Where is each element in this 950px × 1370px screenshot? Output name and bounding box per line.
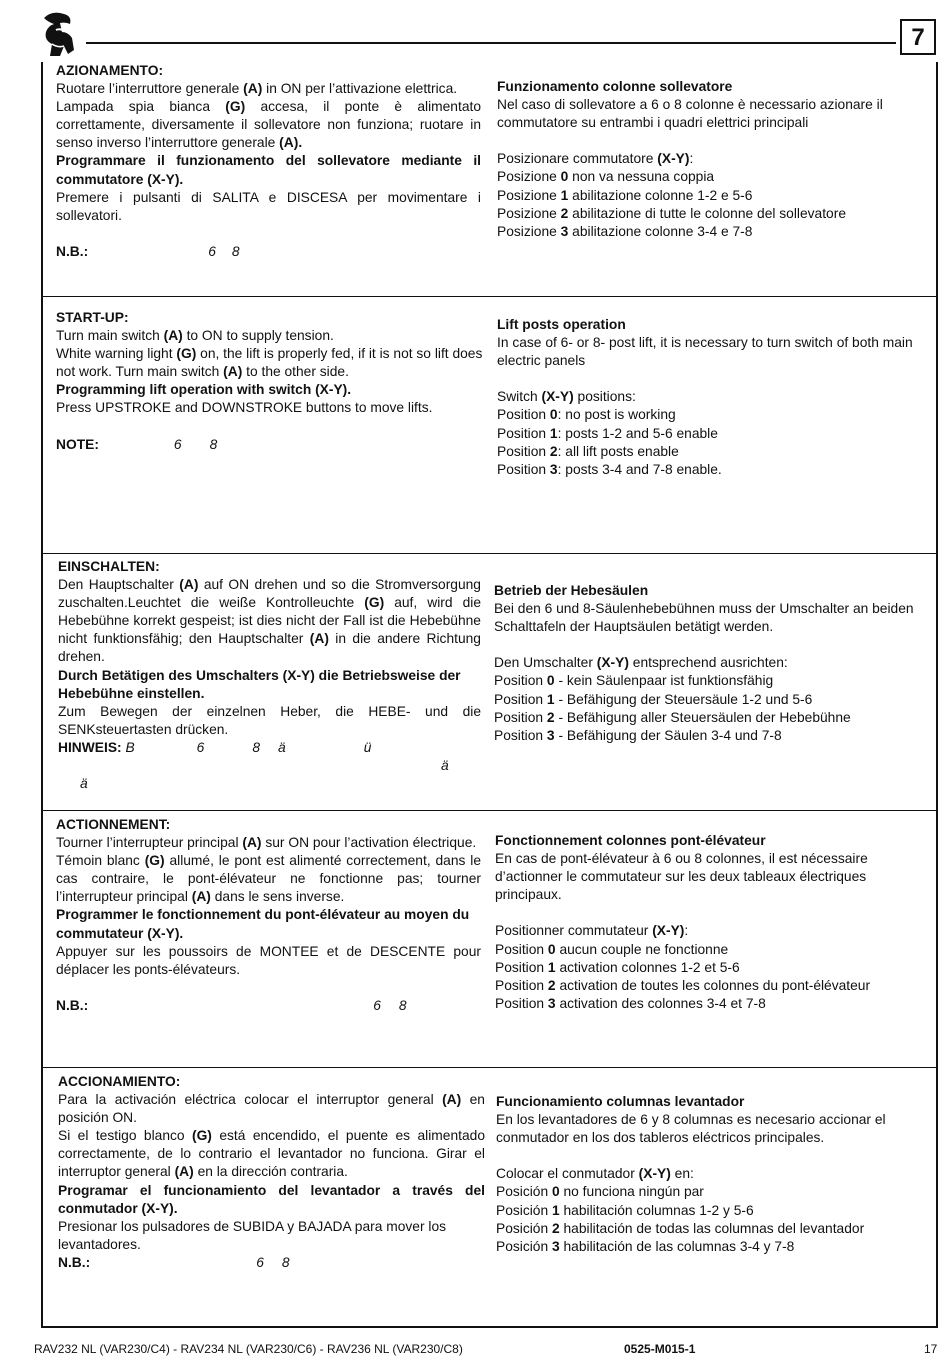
section-divider [41,553,938,554]
fr-position-item: Position 0 aucun couple ne fonctionne [495,941,729,957]
fr-startup-title: ACTIONNEMENT: [56,817,171,832]
de-startup-text [58,558,481,793]
en-paragraph: White warning light (G) on, the lift is properly fed, if it is not so lift does not work. Turn main switch (A) to the other side. [56,346,483,380]
es-note: N.B.: 6 8 [58,1254,290,1270]
es-paragraph: Presionar los pulsadores de SUBIDA y BAJADA para mover los levantadores. [58,1218,447,1252]
de-paragraph: Den Hauptschalter (A) auf ON drehen und so die Stromversorgung zuschalten.Leuchtet die weiße Kontrolleuchte (G) auf, wird die Hebebühne korrekt gespeist; ist dies nicht der Fall ist die Hebebühne nicht funktionsfähig; den Hauptschalter (A) in die andere Richtung drehen. [58,577,481,665]
en-posts-text [497,316,929,479]
es-position-item: Posición 1 habilitación columnas 1-2 y 5-6 [496,1202,754,1218]
es-posts-text [496,1093,929,1256]
fr-switch-line: Positionner commutateur (X-Y): [495,923,689,939]
fr-position-item: Position 2 activation de toutes les colonnes du pont-élévateur [495,977,871,993]
it-position-item: Posizione 3 abilitazione colonne 3-4 e 7-8 [497,223,753,239]
it-position-item: Posizione 0 non va nessuna coppia [497,169,715,185]
de-position-item: Position 0 - kein Säulenpaar ist funktionsfähig [494,673,774,689]
en-switch-line: Switch (X-Y) positions: [497,389,636,405]
footer-page-number: 17 [924,1342,938,1356]
en-paragraph: Turn main switch (A) to ON to supply tension. [56,328,334,344]
de-program-instruction: Durch Betätigen des Umschalters (X-Y) die Betriebsweise der Hebebühne einstellen. [58,667,461,701]
fr-posts-intro: En cas de pont-élévateur à 6 ou 8 colonnes, il est nécessaire d’actionner le commutateur sur les deux tableaux électriques principaux. [495,851,868,903]
it-startup-text [56,62,481,261]
fr-posts-text [495,832,929,1013]
fr-paragraph: Témoin blanc (G) allumé, le pont est alimenté correctement, dans le cas contraire, le pont-élévateur ne fonctionne pas; tourner l’interrupteur principal (A) dans le sens inverse. [56,853,481,905]
footer-doc-code: 0525-M015-1 [624,1342,696,1356]
de-position-item: Position 3 - Befähigung der Säulen 3-4 und 7-8 [494,727,782,743]
de-switch-line: Den Umschalter (X-Y) entsprechend ausrichten: [494,655,788,671]
en-position-item: Position 2: all lift posts enable [497,443,679,459]
it-posts-intro: Nel caso di sollevatore a 6 o 8 colonne è necessario azionare il commutatore su entrambi i quadri elettrici principali [497,97,883,131]
de-posts-title: Betrieb der Hebesäulen [494,583,649,598]
brand-logo-icon [38,10,80,58]
it-paragraph: Lampada spia bianca (G) accesa, il ponte è alimentato correttamente, diversamente il sollevatore non funziona; ruotare in senso inverso l’interruttore generale (A). [56,99,481,151]
es-posts-title: Funcionamiento columnas levantador [496,1094,745,1109]
section-divider [41,1067,938,1068]
header-rule [86,42,896,44]
es-startup-text [58,1073,485,1272]
de-position-item: Position 2 - Befähigung aller Steuersäulen der Hebebühne [494,709,851,725]
it-position-item: Posizione 1 abilitazione colonne 1-2 e 5-6 [497,187,753,203]
it-program-instruction: Programmare il funzionamento del sollevatore mediante il commutatore (X-Y). [56,153,481,187]
chapter-number: 7 [900,19,936,55]
fr-paragraph: Tourner l’interrupteur principal (A) sur ON pour l’activation électrique. [56,835,477,851]
es-program-instruction: Programar el funcionamiento del levantador a través del conmutador (X-Y). [58,1182,485,1216]
en-posts-intro: In case of 6- or 8- post lift, it is necessary to turn switch of both main electric panels [497,335,913,369]
en-program-instruction: Programming lift operation with switch (X-Y). [56,382,352,398]
en-startup-title: START-UP: [56,310,129,325]
en-note: NOTE: 6 8 [56,436,218,452]
es-posts-intro: En los levantadores de 6 y 8 columnas es necesario accionar el conmutador en los dos tableros eléctricos principales. [496,1112,886,1146]
it-position-item: Posizione 2 abilitazione di tutte le colonne del sollevatore [497,205,846,221]
de-position-item: Position 1 - Befähigung der Steuersäule 1-2 und 5-6 [494,691,813,707]
en-paragraph: Press UPSTROKE and DOWNSTROKE buttons to move lifts. [56,400,433,416]
it-paragraph: Premere i pulsanti di SALITA e DISCESA per movimentare i sollevatori. [56,189,481,223]
es-paragraph: Para la activación eléctrica colocar el interruptor general (A) en posición ON. [58,1092,485,1126]
de-startup-title: EINSCHALTEN: [58,559,160,574]
es-paragraph: Si el testigo blanco (G) está encendido, el puente es alimentado correctamente, de lo contrario el levantador no funciona. Girar el interruptor general (A) en la dirección contraria. [58,1128,485,1180]
it-posts-title: Funzionamento colonne sollevatore [497,79,733,94]
section-divider [41,810,938,811]
es-switch-line: Colocar el conmutador (X-Y) en: [496,1166,694,1182]
de-posts-text [494,582,929,745]
it-startup-title: AZIONAMENTO: [56,63,164,78]
de-paragraph: Zum Bewegen der einzelnen Heber, die HEBE- und die SENKsteuertasten drücken. [58,703,481,737]
fr-posts-title: Fonctionnement colonnes pont-élévateur [495,833,766,848]
de-note-continued: ä [80,776,88,792]
it-posts-text [497,78,929,241]
it-switch-line: Posizionare commutatore (X-Y): [497,151,694,167]
de-posts-intro: Bei den 6 und 8-Säulenhebebühnen muss der Umschalter an beiden Schalttafeln der Hauptsäulen betätigt werden. [494,601,914,635]
it-paragraph: Ruotare l’interruttore generale (A) in ON per l’attivazione elettrica. [56,81,458,97]
de-note-continued: ä [441,758,449,774]
en-position-item: Position 3: posts 3-4 and 7-8 enable. [497,461,722,477]
fr-startup-text [56,816,481,1015]
fr-position-item: Position 3 activation des colonnes 3-4 et 7-8 [495,995,766,1011]
fr-position-item: Position 1 activation colonnes 1-2 et 5-6 [495,959,740,975]
fr-note: N.B.: 6 8 [56,997,407,1013]
en-position-item: Position 1: posts 1-2 and 5-6 enable [497,425,718,441]
footer-models: RAV232 NL (VAR230/C4) - RAV234 NL (VAR230/C6) - RAV236 NL (VAR230/C8) [34,1342,463,1356]
it-note: N.B.: 6 8 [56,243,240,259]
en-posts-title: Lift posts operation [497,317,626,332]
en-startup-text [56,309,484,454]
de-note: HINWEIS: B 6 8 ä ü [58,739,372,755]
es-startup-title: ACCIONAMIENTO: [58,1074,181,1089]
fr-paragraph: Appuyer sur les poussoirs de MONTEE et de DESCENTE pour déplacer les ponts-élévateurs. [56,943,481,977]
es-position-item: Posición 3 habilitación de las columnas 3-4 y 7-8 [496,1238,795,1254]
section-divider [41,296,938,297]
fr-program-instruction: Programmer le fonctionnement du pont-élévateur au moyen du commutateur (X-Y). [56,907,470,941]
es-position-item: Posición 2 habilitación de todas las columnas del levantador [496,1220,865,1236]
es-position-item: Posición 0 no funciona ningún par [496,1184,704,1200]
en-position-item: Position 0: no post is working [497,407,676,423]
